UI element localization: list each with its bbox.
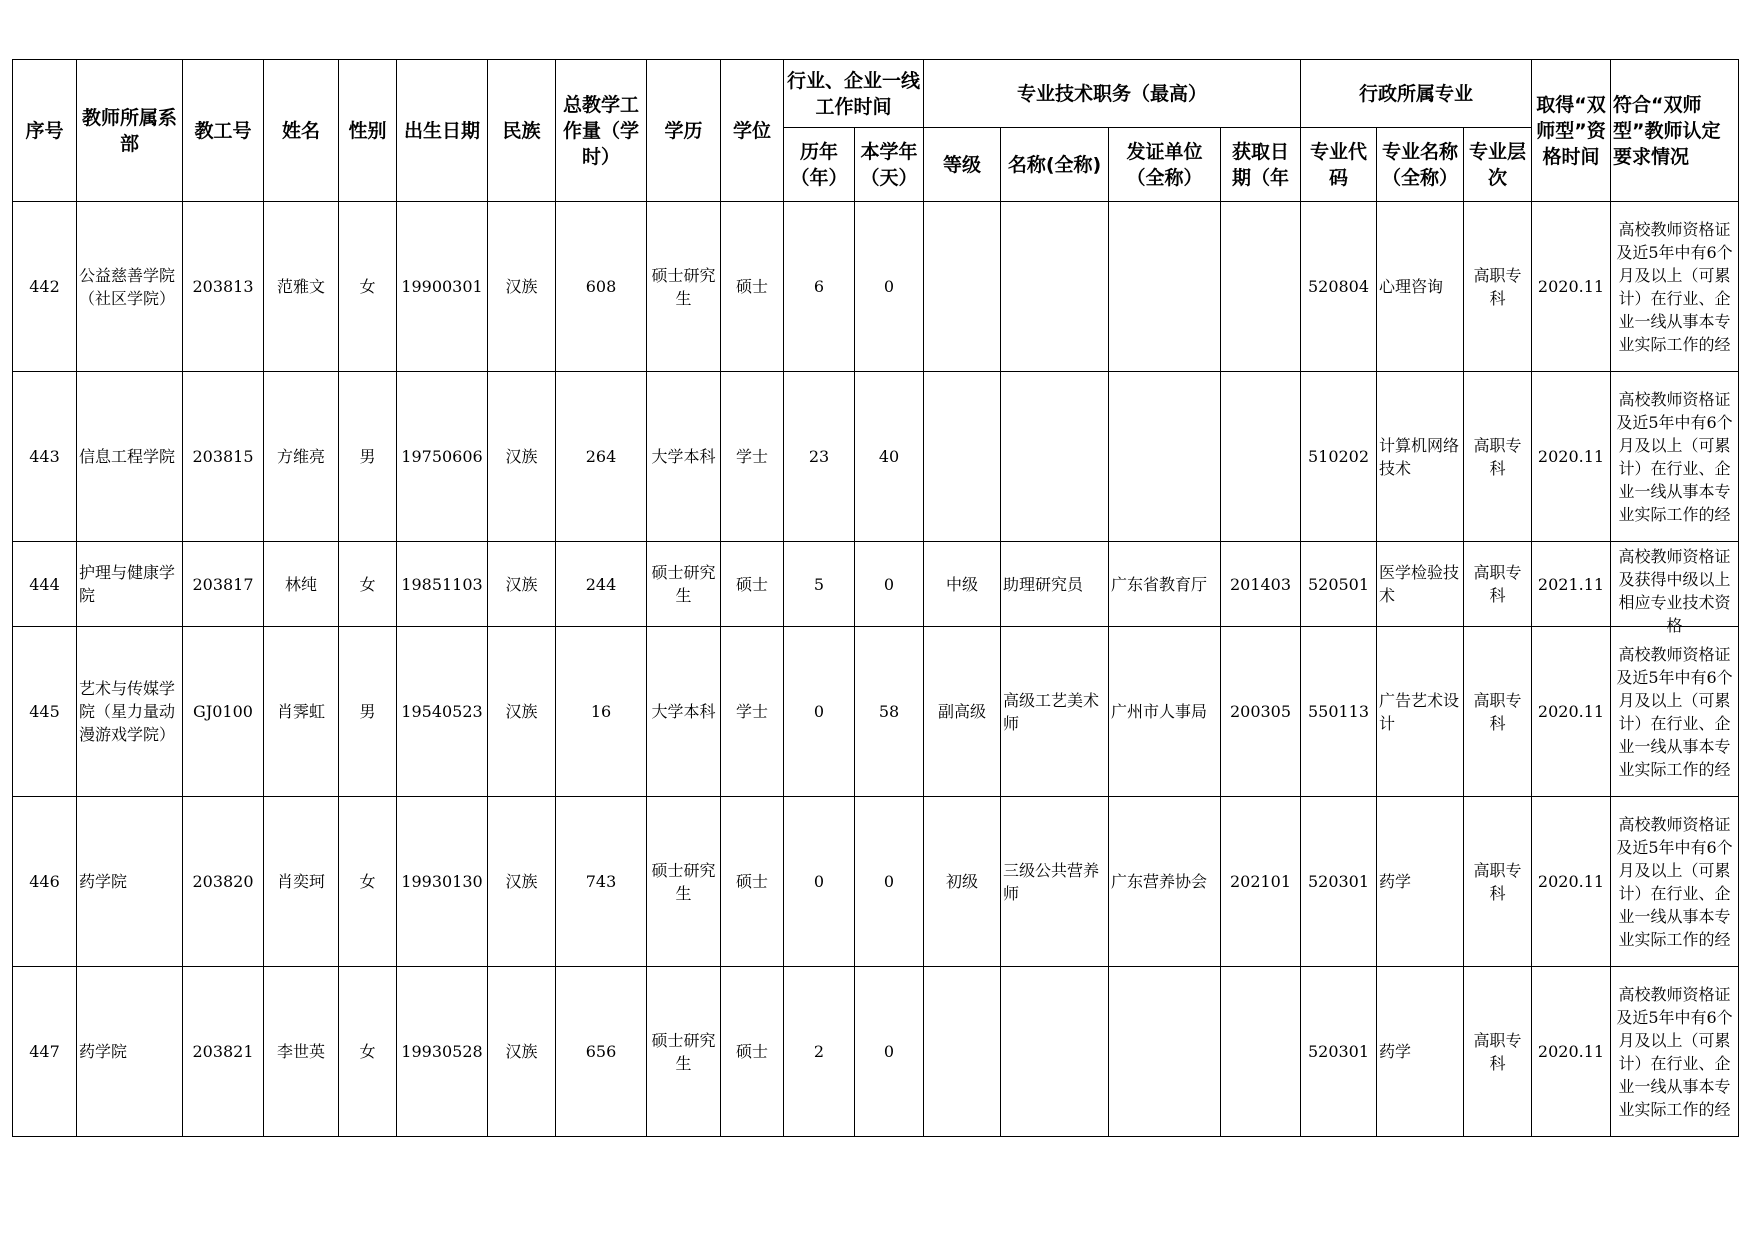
header-name: 姓名 bbox=[264, 60, 339, 202]
header-major-group: 行政所属专业 bbox=[1301, 60, 1532, 128]
header-dept: 教师所属系部 bbox=[77, 60, 183, 202]
cell-title-name bbox=[1001, 202, 1109, 372]
cell-birth: 19851103 bbox=[397, 542, 488, 627]
cell-workload: 608 bbox=[556, 202, 647, 372]
cell-education: 硕士研究生 bbox=[647, 202, 721, 372]
header-dual-time: 取得“双师型”资格时间 bbox=[1532, 60, 1611, 202]
cell-name: 肖霁虹 bbox=[264, 627, 339, 797]
header-title-issuer: 发证单位（全称） bbox=[1109, 128, 1221, 202]
cell-degree: 学士 bbox=[721, 372, 784, 542]
cell-education: 硕士研究生 bbox=[647, 542, 721, 627]
cell-dual-time: 2020.11 bbox=[1532, 372, 1611, 542]
cell-workload: 264 bbox=[556, 372, 647, 542]
header-title-date-text: 获取日期（年 bbox=[1231, 140, 1289, 189]
cell-dual-time: 2020.11 bbox=[1532, 202, 1611, 372]
cell-dual-req-text: 高校教师资格证及近5年中有6个月及以上（可累计）在行业、企业一线从事本专业实际工作的经 bbox=[1616, 984, 1733, 1119]
cell-title-name: 助理研究员 bbox=[1001, 542, 1109, 627]
header-emp-no: 教工号 bbox=[183, 60, 264, 202]
header-dual-req: 符合“双师型”教师认定要求情况 bbox=[1611, 60, 1739, 202]
cell-degree: 硕士 bbox=[721, 967, 784, 1137]
cell-industry-days: 58 bbox=[855, 627, 924, 797]
cell-dual-time: 2021.11 bbox=[1532, 542, 1611, 627]
cell-title-date: 201403 bbox=[1221, 542, 1301, 627]
cell-emp-no: 203821 bbox=[183, 967, 264, 1137]
cell-title-level bbox=[924, 967, 1001, 1137]
cell-ethnicity: 汉族 bbox=[488, 797, 556, 967]
cell-title-date bbox=[1221, 202, 1301, 372]
table-row bbox=[13, 627, 1739, 797]
cell-title-level: 副高级 bbox=[924, 627, 1001, 797]
cell-major-code: 510202 bbox=[1301, 372, 1377, 542]
header-gender: 性别 bbox=[339, 60, 397, 202]
cell-birth: 19900301 bbox=[397, 202, 488, 372]
cell-industry-days: 0 bbox=[855, 967, 924, 1137]
header-industry-group: 行业、企业一线工作时间 bbox=[784, 60, 924, 128]
cell-emp-no: 203813 bbox=[183, 202, 264, 372]
cell-dept: 药学院 bbox=[77, 967, 183, 1137]
cell-dual-req bbox=[1611, 967, 1739, 1137]
cell-seq: 446 bbox=[13, 797, 77, 967]
cell-industry-days: 0 bbox=[855, 542, 924, 627]
cell-title-date bbox=[1221, 372, 1301, 542]
cell-dual-req bbox=[1611, 202, 1739, 372]
header-industry-years: 历年（年） bbox=[784, 128, 855, 202]
cell-birth: 19930130 bbox=[397, 797, 488, 967]
cell-dual-req-text: 高校教师资格证及获得中级以上相应专业技术资格 bbox=[1618, 547, 1731, 635]
cell-dept: 护理与健康学院 bbox=[77, 542, 183, 627]
cell-dual-req-text: 高校教师资格证及近5年中有6个月及以上（可累计）在行业、企业一线从事本专业实际工作的经 bbox=[1616, 814, 1733, 949]
cell-title-name bbox=[1001, 967, 1109, 1137]
cell-degree: 硕士 bbox=[721, 202, 784, 372]
cell-dual-req bbox=[1611, 542, 1739, 635]
cell-title-issuer bbox=[1109, 372, 1221, 542]
cell-gender: 男 bbox=[339, 372, 397, 542]
header-major-name bbox=[1377, 128, 1464, 202]
cell-birth: 19750606 bbox=[397, 372, 488, 542]
cell-emp-no: GJ0100 bbox=[183, 627, 264, 797]
cell-ethnicity: 汉族 bbox=[488, 202, 556, 372]
cell-dual-req bbox=[1611, 797, 1739, 967]
cell-education: 大学本科 bbox=[647, 372, 721, 542]
table-row bbox=[13, 202, 1739, 372]
cell-ethnicity: 汉族 bbox=[488, 967, 556, 1137]
cell-industry-days: 0 bbox=[855, 797, 924, 967]
cell-title-name: 三级公共营养师 bbox=[1001, 797, 1109, 967]
cell-education: 硕士研究生 bbox=[647, 967, 721, 1137]
header-ethnicity: 民族 bbox=[488, 60, 556, 202]
cell-major-code: 550113 bbox=[1301, 627, 1377, 797]
cell-name: 李世英 bbox=[264, 967, 339, 1137]
teacher-roster-table bbox=[12, 59, 1739, 1137]
cell-birth: 19930528 bbox=[397, 967, 488, 1137]
cell-ethnicity: 汉族 bbox=[488, 542, 556, 627]
cell-dept: 艺术与传媒学院（星力量动漫游戏学院） bbox=[77, 627, 183, 797]
cell-dual-time: 2020.11 bbox=[1532, 627, 1611, 797]
table-row bbox=[13, 542, 1739, 627]
cell-gender: 女 bbox=[339, 202, 397, 372]
cell-major-level: 高职专科 bbox=[1464, 627, 1532, 797]
cell-name: 肖奕珂 bbox=[264, 797, 339, 967]
header-title-date bbox=[1221, 128, 1301, 202]
cell-industry-days: 0 bbox=[855, 202, 924, 372]
table-row bbox=[13, 967, 1739, 1137]
header-industry-days-text: 本学年（天） bbox=[860, 140, 918, 189]
cell-education: 大学本科 bbox=[647, 627, 721, 797]
cell-title-name bbox=[1001, 372, 1109, 542]
cell-dual-req-text: 高校教师资格证及近5年中有6个月及以上（可累计）在行业、企业一线从事本专业实际工作的经 bbox=[1616, 219, 1733, 354]
cell-title-level: 初级 bbox=[924, 797, 1001, 967]
cell-title-level bbox=[924, 372, 1001, 542]
header-degree: 学位 bbox=[721, 60, 784, 202]
cell-seq: 447 bbox=[13, 967, 77, 1137]
cell-workload: 743 bbox=[556, 797, 647, 967]
cell-industry-years: 23 bbox=[784, 372, 855, 542]
cell-seq: 444 bbox=[13, 542, 77, 627]
cell-dual-req-text: 高校教师资格证及近5年中有6个月及以上（可累计）在行业、企业一线从事本专业实际工作的经 bbox=[1616, 644, 1733, 779]
cell-workload: 16 bbox=[556, 627, 647, 797]
cell-seq: 445 bbox=[13, 627, 77, 797]
cell-major-level: 高职专科 bbox=[1464, 202, 1532, 372]
cell-dept: 药学院 bbox=[77, 797, 183, 967]
cell-major-name: 药学 bbox=[1377, 967, 1464, 1137]
table-row bbox=[13, 797, 1739, 967]
header-education: 学历 bbox=[647, 60, 721, 202]
cell-name: 林纯 bbox=[264, 542, 339, 627]
cell-name: 方维亮 bbox=[264, 372, 339, 542]
cell-degree: 硕士 bbox=[721, 797, 784, 967]
cell-gender: 女 bbox=[339, 967, 397, 1137]
cell-major-code: 520301 bbox=[1301, 967, 1377, 1137]
cell-major-level: 高职专科 bbox=[1464, 967, 1532, 1137]
cell-workload: 244 bbox=[556, 542, 647, 627]
cell-major-name: 医学检验技术 bbox=[1377, 542, 1464, 627]
cell-emp-no: 203815 bbox=[183, 372, 264, 542]
header-title-name: 名称(全称) bbox=[1001, 128, 1109, 202]
cell-degree: 硕士 bbox=[721, 542, 784, 627]
cell-workload: 656 bbox=[556, 967, 647, 1137]
cell-dual-req bbox=[1611, 627, 1739, 797]
cell-major-level: 高职专科 bbox=[1464, 797, 1532, 967]
cell-seq: 442 bbox=[13, 202, 77, 372]
cell-industry-years: 6 bbox=[784, 202, 855, 372]
cell-education: 硕士研究生 bbox=[647, 797, 721, 967]
cell-emp-no: 203817 bbox=[183, 542, 264, 627]
cell-title-issuer: 广州市人事局 bbox=[1109, 627, 1221, 797]
cell-title-level bbox=[924, 202, 1001, 372]
cell-major-code: 520804 bbox=[1301, 202, 1377, 372]
cell-industry-years: 5 bbox=[784, 542, 855, 627]
cell-gender: 男 bbox=[339, 627, 397, 797]
header-major-code: 专业代码 bbox=[1301, 128, 1377, 202]
cell-title-name: 高级工艺美术师 bbox=[1001, 627, 1109, 797]
header-birth: 出生日期 bbox=[397, 60, 488, 202]
cell-degree: 学士 bbox=[721, 627, 784, 797]
cell-title-issuer bbox=[1109, 202, 1221, 372]
header-seq: 序号 bbox=[13, 60, 77, 202]
header-row-top bbox=[13, 60, 1739, 128]
header-major-name-text: 专业名称（全称） bbox=[1381, 140, 1458, 189]
header-title-level: 等级 bbox=[924, 128, 1001, 202]
cell-birth: 19540523 bbox=[397, 627, 488, 797]
cell-major-name: 药学 bbox=[1377, 797, 1464, 967]
cell-gender: 女 bbox=[339, 797, 397, 967]
cell-ethnicity: 汉族 bbox=[488, 372, 556, 542]
header-workload: 总教学工作量（学时） bbox=[556, 60, 647, 202]
cell-title-issuer: 广东营养协会 bbox=[1109, 797, 1221, 967]
cell-major-name: 广告艺术设计 bbox=[1377, 627, 1464, 797]
cell-title-date bbox=[1221, 967, 1301, 1137]
header-major-level: 专业层次 bbox=[1464, 128, 1532, 202]
header-title-group: 专业技术职务（最高） bbox=[924, 60, 1301, 128]
cell-dept: 信息工程学院 bbox=[77, 372, 183, 542]
cell-dual-req-text: 高校教师资格证及近5年中有6个月及以上（可累计）在行业、企业一线从事本专业实际工作的经 bbox=[1616, 389, 1733, 524]
cell-major-name: 心理咨询 bbox=[1377, 202, 1464, 372]
cell-major-code: 520301 bbox=[1301, 797, 1377, 967]
cell-dual-time: 2020.11 bbox=[1532, 797, 1611, 967]
cell-major-level: 高职专科 bbox=[1464, 542, 1532, 627]
cell-major-code: 520501 bbox=[1301, 542, 1377, 627]
cell-title-issuer bbox=[1109, 967, 1221, 1137]
cell-emp-no: 203820 bbox=[183, 797, 264, 967]
cell-gender: 女 bbox=[339, 542, 397, 627]
cell-major-level: 高职专科 bbox=[1464, 372, 1532, 542]
cell-title-date: 200305 bbox=[1221, 627, 1301, 797]
cell-dept: 公益慈善学院（社区学院） bbox=[77, 202, 183, 372]
cell-industry-years: 2 bbox=[784, 967, 855, 1137]
header-industry-days bbox=[855, 128, 924, 202]
cell-title-issuer: 广东省教育厅 bbox=[1109, 542, 1221, 627]
cell-industry-days: 40 bbox=[855, 372, 924, 542]
cell-dual-req bbox=[1611, 372, 1739, 542]
cell-major-name: 计算机网络技术 bbox=[1377, 372, 1464, 542]
cell-dual-time: 2020.11 bbox=[1532, 967, 1611, 1137]
cell-title-level: 中级 bbox=[924, 542, 1001, 627]
cell-title-date: 202101 bbox=[1221, 797, 1301, 967]
cell-industry-years: 0 bbox=[784, 797, 855, 967]
cell-ethnicity: 汉族 bbox=[488, 627, 556, 797]
table-row bbox=[13, 372, 1739, 542]
cell-name: 范雅文 bbox=[264, 202, 339, 372]
cell-industry-years: 0 bbox=[784, 627, 855, 797]
cell-seq: 443 bbox=[13, 372, 77, 542]
